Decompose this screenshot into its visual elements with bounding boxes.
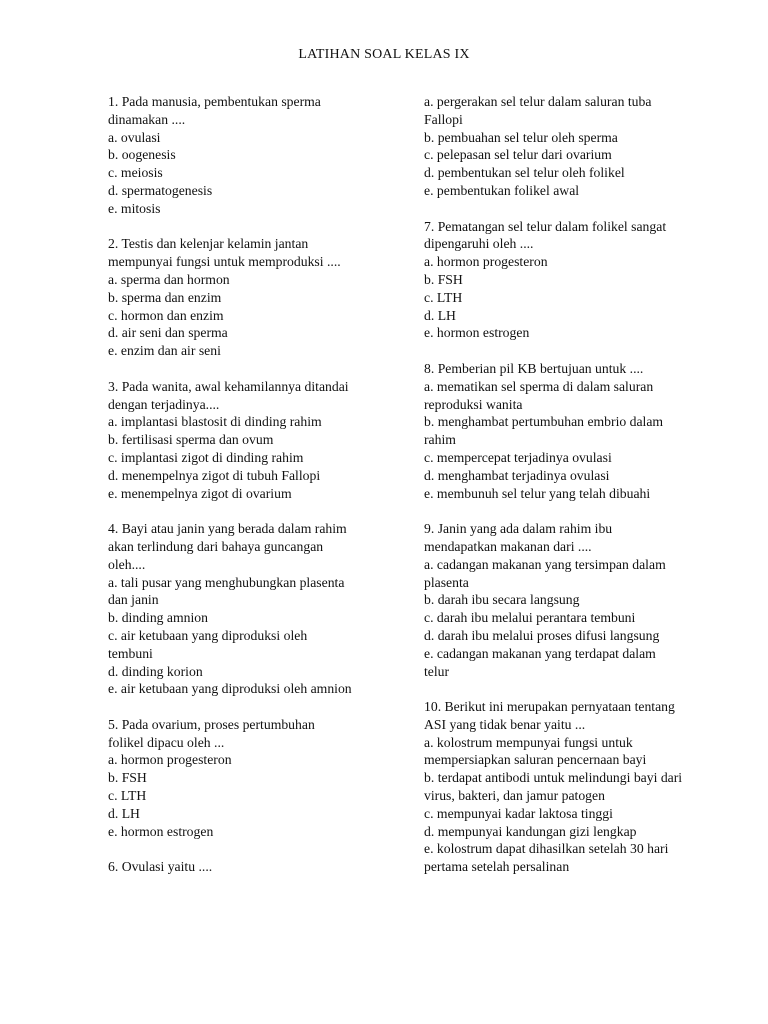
answer-option: a. kolostrum mempunyai fungsi untuk mempersiapkan saluran pencernaan bayi xyxy=(424,734,647,768)
answer-option: e. hormon estrogen xyxy=(424,325,530,341)
question-text: 6. Ovulasi yaitu .... xyxy=(108,859,213,875)
answer-option: b. fertilisasi sperma dan ovum xyxy=(108,432,274,448)
answer-option: b. sperma dan enzim xyxy=(108,289,222,305)
question-text: 1. Pada manusia, pembentukan sperma dinamakan .... xyxy=(108,94,321,127)
question-text: 10. Berikut ini merupakan pernyataan tentang ASI yang tidak benar yaitu ... xyxy=(424,699,675,732)
question-text: 2. Testis dan kelenjar kelamin jantan mempunyai fungsi untuk memproduksi .... xyxy=(108,236,341,270)
answer-option: d. darah ibu melalui proses difusi langsung xyxy=(424,627,660,643)
answer-option: b. dinding amnion xyxy=(108,610,208,626)
answer-option: d. dinding korion xyxy=(108,663,203,679)
question-block xyxy=(424,698,684,876)
answer-option: b. terdapat antibodi untuk melindungi bayi dari virus, bakteri, dan jamur patogen xyxy=(424,770,683,804)
question-text: 7. Pematangan sel telur dalam folikel sangat dipengaruhi oleh .... xyxy=(424,218,667,252)
answer-option: e. menempelnya zigot di ovarium xyxy=(108,485,292,501)
answer-option: e. mitosis xyxy=(108,200,161,216)
answer-option: c. air ketubaan yang diproduksi oleh tembuni xyxy=(108,627,308,661)
answer-option: c. darah ibu melalui perantara tembuni xyxy=(424,610,636,626)
question-block xyxy=(424,520,684,680)
answer-option: d. air seni dan sperma xyxy=(108,325,228,341)
answer-option: b. darah ibu secara langsung xyxy=(424,592,580,608)
answer-option: b. oogenesis xyxy=(108,147,176,163)
answer-option: e. enzim dan air seni xyxy=(108,343,221,359)
answer-option: a. pergerakan sel telur dalam saluran tuba Fallopi xyxy=(424,94,652,127)
answer-option: d. menempelnya zigot di tubuh Fallopi xyxy=(108,467,321,483)
answer-option: b. menghambat pertumbuhan embrio dalam rahim xyxy=(424,414,664,448)
question-block xyxy=(108,858,353,876)
question-text: 5. Pada ovarium, proses pertumbuhan folikel dipacu oleh ... xyxy=(108,716,315,750)
answer-option: d. menghambat terjadinya ovulasi xyxy=(424,467,610,483)
answer-option: d. mempunyai kandungan gizi lengkap xyxy=(424,823,637,839)
answer-option: a. hormon progesteron xyxy=(108,752,232,768)
right-column xyxy=(424,93,684,894)
answer-option: a. tali pusar yang menghubungkan plasenta dan janin xyxy=(108,574,345,608)
answer-option: c. implantasi zigot di dinding rahim xyxy=(108,449,304,465)
question-block xyxy=(108,716,353,841)
question-block xyxy=(108,93,353,218)
question-text: 8. Pemberian pil KB bertujuan untuk .... xyxy=(424,360,644,376)
answer-option: e. pembentukan folikel awal xyxy=(424,182,580,198)
answer-option: d. LH xyxy=(424,307,456,323)
answer-option: c. hormon dan enzim xyxy=(108,307,224,323)
answer-option: a. hormon progesteron xyxy=(424,254,548,270)
left-column xyxy=(108,93,353,894)
question-block xyxy=(424,93,684,200)
answer-option: d. pembentukan sel telur oleh folikel xyxy=(424,165,625,181)
answer-option: a. cadangan makanan yang tersimpan dalam plasenta xyxy=(424,556,666,590)
answer-option: c. mempunyai kadar laktosa tinggi xyxy=(424,805,613,821)
question-block xyxy=(108,378,353,503)
question-block xyxy=(424,218,684,343)
question-text: 4. Bayi atau janin yang berada dalam rahim akan terlindung dari bahaya guncangan oleh.... xyxy=(108,521,347,572)
page-title: LATIHAN SOAL KELAS IX xyxy=(298,47,470,62)
question-block xyxy=(108,235,353,360)
answer-option: e. kolostrum dapat dihasilkan setelah 30 hari pertama setelah persalinan xyxy=(424,841,669,875)
answer-option: e. cadangan makanan yang terdapat dalam telur xyxy=(424,645,656,679)
question-text: 9. Janin yang ada dalam rahim ibu mendapatkan makanan dari .... xyxy=(424,521,613,554)
answer-option: e. membunuh sel telur yang telah dibuahi xyxy=(424,485,651,501)
question-text: 3. Pada wanita, awal kehamilannya ditandai dengan terjadinya.... xyxy=(108,378,349,412)
answer-option: d. LH xyxy=(108,805,140,821)
answer-option: e. hormon estrogen xyxy=(108,823,214,839)
question-block xyxy=(108,520,353,698)
answer-option: c. meiosis xyxy=(108,165,163,181)
answer-option: b. FSH xyxy=(108,770,147,786)
answer-option: c. LTH xyxy=(108,788,147,804)
answer-option: c. pelepasan sel telur dari ovarium xyxy=(424,147,612,163)
answer-option: a. sperma dan hormon xyxy=(108,271,230,287)
answer-option: c. mempercepat terjadinya ovulasi xyxy=(424,449,612,465)
answer-option: e. air ketubaan yang diproduksi oleh amnion xyxy=(108,681,352,697)
question-block xyxy=(424,360,684,502)
answer-option: b. FSH xyxy=(424,271,463,287)
answer-option: d. spermatogenesis xyxy=(108,182,213,198)
answer-option: a. ovulasi xyxy=(108,129,161,145)
answer-option: a. implantasi blastosit di dinding rahim xyxy=(108,414,322,430)
answer-option: a. mematikan sel sperma di dalam saluran reproduksi wanita xyxy=(424,378,654,412)
answer-option: c. LTH xyxy=(424,289,463,305)
answer-option: b. pembuahan sel telur oleh sperma xyxy=(424,129,618,145)
